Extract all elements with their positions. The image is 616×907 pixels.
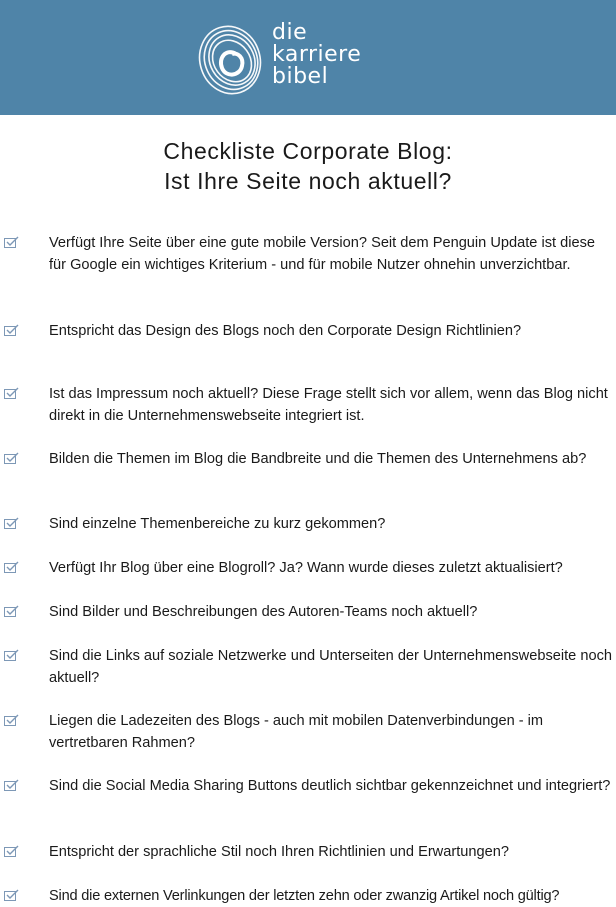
checklist-item-text: Ist das Impressum noch aktuell? Diese Frage stellt sich vor allem, wenn das Blog nicht direkt in die Unternehmenswebseite integriert ist.: [49, 386, 608, 424]
checkmark-icon: [4, 561, 20, 573]
checkmark-icon: [4, 889, 20, 901]
checkmark-icon: [4, 605, 20, 617]
checklist-item-text: Verfügt Ihre Seite über eine gute mobile Version? Seit dem Penguin Update ist diese für Google ein wichtiges Kriterium - und für mobile Nutzer ohnehin unverzichtbar.: [49, 235, 595, 273]
page-title: [0, 136, 616, 196]
checkmark-icon: [4, 236, 20, 248]
checkmark-icon: [4, 452, 20, 464]
checklist-item-text: Sind die Links auf soziale Netzwerke und Unterseiten der Unternehmenswebseite noch aktuell?: [49, 648, 612, 686]
checklist-item-text: Sind die Social Media Sharing Buttons deutlich sichtbar gekennzeichnet und integriert?: [49, 778, 611, 794]
checkmark-icon: [4, 779, 20, 791]
checklist-item-text: Verfügt Ihr Blog über eine Blogroll? Ja? Wann wurde dieses zuletzt aktualisiert?: [49, 560, 563, 576]
header-banner: [0, 0, 616, 115]
checklist-item-text: Sind Bilder und Beschreibungen des Autoren-Teams noch aktuell?: [49, 604, 478, 620]
checkmark-icon: [4, 845, 20, 857]
title-line-2: Ist Ihre Seite noch aktuell?: [164, 168, 452, 194]
checkmark-icon: [4, 517, 20, 529]
checkmark-icon: [4, 387, 20, 399]
checklist-item-text: Sind die externen Verlinkungen der letzten zehn oder zwanzig Artikel noch gültig?: [49, 888, 560, 904]
logo-swirl-icon: [196, 18, 268, 98]
checklist-item-text: Entspricht der sprachliche Stil noch Ihren Richtlinien und Erwartungen?: [49, 844, 509, 860]
checklist-item-text: Entspricht das Design des Blogs noch den Corporate Design Richtlinien?: [49, 323, 522, 339]
checklist-item-text: Sind einzelne Themenbereiche zu kurz gekommen?: [49, 516, 386, 532]
logo-wordmark: [272, 22, 361, 88]
checkmark-icon: [4, 324, 20, 336]
title-line-1: Checkliste Corporate Blog:: [163, 138, 453, 164]
logo-line-bibel: bibel: [272, 64, 329, 89]
checkmark-icon: [4, 649, 20, 661]
checkmark-icon: [4, 714, 20, 726]
logo-line-karriere: karriere: [272, 42, 362, 67]
logo-line-die: die: [272, 20, 308, 45]
checklist-item-text: Liegen die Ladezeiten des Blogs - auch mit mobilen Datenverbindungen - im vertretbaren Rahmen?: [49, 713, 544, 751]
checklist-item-text: Bilden die Themen im Blog die Bandbreite und die Themen des Unternehmens ab?: [49, 451, 587, 467]
